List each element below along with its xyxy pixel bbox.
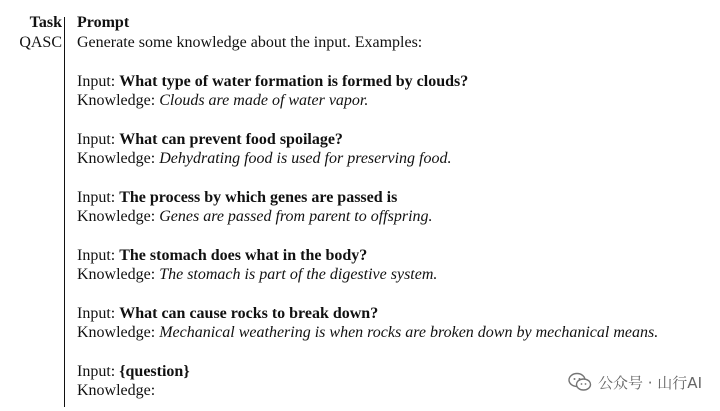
example-knowledge-line <box>77 149 717 169</box>
column-divider <box>64 17 65 407</box>
example-knowledge-line <box>77 207 717 227</box>
example-input-line <box>77 130 717 150</box>
example-knowledge-line <box>77 265 717 285</box>
example-knowledge: Genes are passed from parent to offspring. <box>159 208 433 225</box>
example-question: What can prevent food spoilage? <box>119 130 343 148</box>
example-knowledge-line <box>77 91 717 111</box>
example-block <box>77 304 717 343</box>
input-prefix: Input: <box>77 130 120 148</box>
prompt-intro: Generate some knowledge about the input. Examples: <box>77 34 423 51</box>
input-prefix: Input: <box>77 362 120 380</box>
example-knowledge: Mechanical weathering is when rocks are broken down by mechanical means. <box>159 324 659 341</box>
example-question: What type of water formation is formed by clouds? <box>119 72 469 90</box>
example-knowledge: Dehydrating food is used for preserving food. <box>159 150 452 167</box>
question-placeholder: {question} <box>119 362 190 380</box>
input-prefix: Input: <box>77 72 120 90</box>
example-block <box>77 130 717 169</box>
example-block <box>77 246 717 285</box>
knowledge-prefix: Knowledge: <box>77 208 160 225</box>
task-column <box>0 13 62 53</box>
task-name: QASC <box>19 34 62 51</box>
example-knowledge: Clouds are made of water vapor. <box>159 92 369 109</box>
query-knowledge-line: Knowledge: <box>77 382 156 399</box>
wechat-icon <box>568 372 592 392</box>
example-knowledge-line <box>77 323 717 343</box>
prompt-table <box>0 13 720 409</box>
watermark-text: 公众号 · 山行AI <box>598 373 702 392</box>
example-question: The process by which genes are passed is <box>119 188 398 206</box>
knowledge-prefix: Knowledge: <box>77 92 160 109</box>
example-knowledge: The stomach is part of the digestive system. <box>159 266 438 283</box>
example-input-line <box>77 246 717 266</box>
example-question: What can cause rocks to break down? <box>119 304 379 322</box>
prompt-column <box>77 13 717 401</box>
example-block <box>77 188 717 227</box>
input-prefix: Input: <box>77 188 120 206</box>
example-input-line <box>77 304 717 324</box>
knowledge-prefix: Knowledge: <box>77 150 160 167</box>
example-question: The stomach does what in the body? <box>119 246 368 264</box>
knowledge-prefix: Knowledge: <box>77 324 160 341</box>
input-prefix: Input: <box>77 304 120 322</box>
example-input-line <box>77 72 717 92</box>
knowledge-prefix: Knowledge: <box>77 266 160 283</box>
prompt-header: Prompt <box>77 14 130 31</box>
example-block <box>77 72 717 111</box>
input-prefix: Input: <box>77 246 120 264</box>
task-header: Task <box>29 14 62 31</box>
watermark <box>568 371 702 393</box>
example-input-line <box>77 188 717 208</box>
